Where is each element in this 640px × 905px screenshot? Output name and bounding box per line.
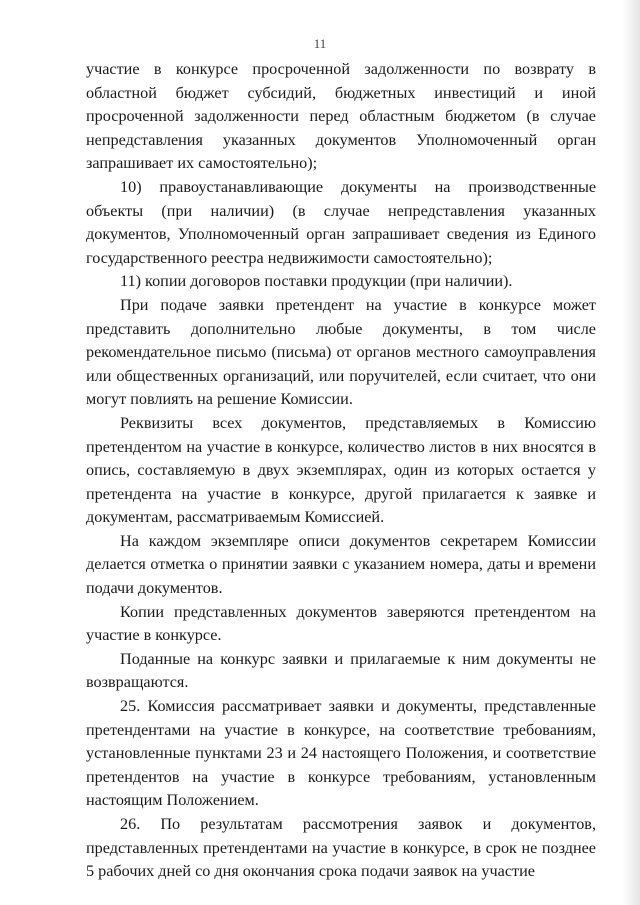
paragraph-document-requisites: Реквизиты всех документов, представляемых в Комиссию претендентом на участие в конкурсе, количество листов в них вносятся в опись, составляемую в двух экземплярах, один из которых остается у претендента на участие в конкурсе, другой прилагается к заявке и документам, рассматриваемым Комиссией. [86,413,596,527]
paragraph-item-10: 10) правоустанавливающие документы на производственные объекты (при наличии) (в случае непредставления указанных документов, Уполномоченный орган запрашивает сведения из Единого государственного реестра недвижимости самостоятельно); [86,177,596,267]
paragraph-continuation: участие в конкурсе просроченной задолженности по возврату в областной бюджет субсидий, бюджетных инвестиций и иной просроченной задолженности перед областным бюджетом (в случае непредставления указанных документов Уполномоченный орган запрашивает их самостоятельно); [86,60,596,173]
page-edge [622,0,640,905]
page-number: 11 [313,36,327,51]
paragraph-additional-documents: При подаче заявки претендент на участие в конкурсе может представить дополнительно любые документы, в том числе рекомендательное письмо (письма) от органов местного самоуправления или общественных организаций, или поручителей, если считает, что они могут повлиять на решение Комиссии. [86,295,596,409]
document-body [86,58,596,884]
paragraph-not-returned: Поданные на конкурс заявки и прилагаемые к ним документы не возвращаются. [86,649,596,692]
paragraph-item-26: 26. По результатам рассмотрения заявок и документов, представленных претендентами на участие в конкурсе, в срок не позднее 5 рабочих дней со дня окончания срока подачи заявок на участие [86,815,596,881]
paragraph-copies-certified: Копии представленных документов заверяются претендентом на участие в конкурсе. [86,602,596,645]
paragraph-inventory-mark: На каждом экземпляре описи документов секретарем Комиссии делается отметка о принятии заявки с указанием номера, даты и времени подачи документов. [86,531,596,598]
paragraph-item-25: 25. Комиссия рассматривает заявки и документы, представленные претендентами на участие в конкурсе, на соответствие требованиям, установленные пунктами 23 и 24 настоящего Положения, и соответствие претендентов на участие в конкурсе требованиям, установленным настоящим Положением. [86,697,596,810]
paragraph-item-11: 11) копии договоров поставки продукции (при наличии). [120,272,513,291]
